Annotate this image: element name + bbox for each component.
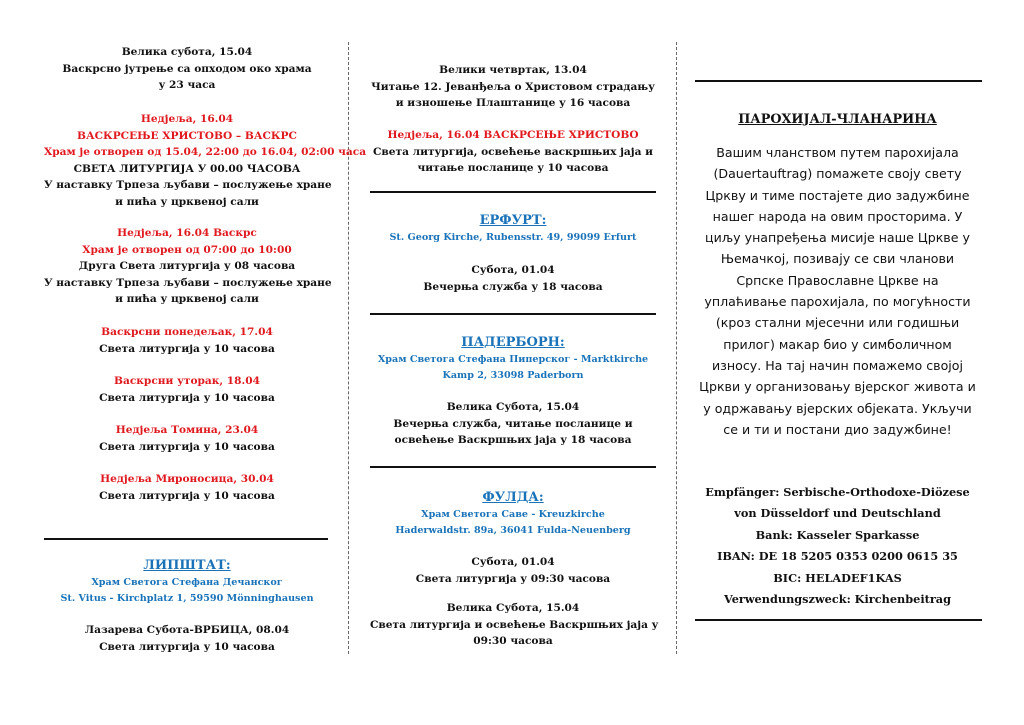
paragraph-line: циљу унапређења мисије наше Цркве у <box>705 230 970 246</box>
service-text: Света литургија у 10 часова <box>99 440 275 453</box>
church-address: St. Georg Kirche, Rubensstr. 49, 99099 Erfurt <box>389 232 637 243</box>
erfurt-section <box>370 212 656 295</box>
service-text: Васкрсно јутрење са опходом око храма <box>62 62 312 75</box>
fulda-section <box>370 489 659 650</box>
service-text: Света литургија у 09:30 часова <box>415 572 611 585</box>
service-text: Велика Субота, 15.04 <box>446 401 580 413</box>
holy-thursday-block <box>370 62 656 112</box>
bank-details <box>690 482 985 610</box>
bank-recipient-line2: von Düsseldorf und Deutschland <box>734 506 941 521</box>
easter-tuesday-block <box>44 373 330 406</box>
lippstadt-title: ЛИПШТАТ: <box>143 558 231 573</box>
paragraph-line: нашег народа на овим просторима. У <box>712 208 963 224</box>
rule-lippstadt <box>44 538 328 540</box>
membership-paragraph <box>690 142 985 440</box>
service-text: Света литургија у 10 часова <box>99 640 275 653</box>
service-text: Друга Света литургија у 08 часова <box>78 260 296 272</box>
service-text-red: Недјеља, 16.04 Васкрс <box>117 227 257 239</box>
service-text: и пића у црквеној сали <box>115 195 259 208</box>
church-address: Храм Светога Стефана Дечанског <box>91 577 283 588</box>
easter-second-liturgy-block <box>44 225 330 308</box>
rule-fulda <box>370 466 656 468</box>
service-text-red: Недјеља, 16.04 <box>140 113 234 125</box>
easter-monday-block <box>44 324 330 357</box>
membership-heading: ПАРОХИЈАЛ-ЧЛАНАРИНА <box>738 112 937 127</box>
service-text: Вечерња служба, читање посланице и <box>393 417 633 430</box>
bank-purpose: Verwendungszweck: Kirchenbeitrag <box>723 592 952 607</box>
service-text: Света литургија и освећење Васкршњих јаја у <box>370 618 659 631</box>
holy-saturday-block <box>44 44 330 94</box>
paragraph-line: Њемачкој, позивају се сви чланови <box>720 251 955 267</box>
service-text-red: Храм је отворен од 07:00 до 10:00 <box>82 243 292 256</box>
service-text: у 23 часа <box>158 79 216 91</box>
service-text: Света литургија у 10 часова <box>99 342 275 355</box>
column-divider-left <box>348 42 349 654</box>
paragraph-line: Цркви у организовању вјерског живота и <box>699 379 976 395</box>
paragraph-line: Вашим чланством путем парохијала <box>716 145 959 160</box>
paragraph-line: Српске Православне Цркве на <box>736 272 939 288</box>
service-text: Велика Субота, 15.04 <box>446 602 580 614</box>
service-text: Света литургија у 10 часова <box>99 489 275 502</box>
service-text: Субота, 01.04 <box>471 556 555 568</box>
church-address: St. Vitus - Kirchplatz 1, 59590 Mönninghausen <box>60 593 314 604</box>
column-divider-right <box>676 42 677 654</box>
service-text: Лазарева Субота-ВРБИЦА, 08.04 <box>84 624 290 636</box>
paderborn-section <box>370 334 656 449</box>
paragraph-line: Цркву и тиме постајете дио задужбине <box>705 187 970 203</box>
church-address: Храм Светога Стефана Пиперског - Marktkirche <box>377 354 649 365</box>
paragraph-line: (Dauertauftrag) помажете своју свету <box>713 166 962 182</box>
service-text: Велика субота, 15.04 <box>121 46 253 58</box>
erfurt-title: ЕРФУРТ: <box>479 213 547 228</box>
church-address: Haderwaldstr. 89a, 36041 Fulda-Neuenberg <box>395 525 631 536</box>
service-text: читање посланице у 10 часова <box>417 162 609 174</box>
service-text-red: Васкрсни уторак, 18.04 <box>114 375 260 387</box>
paderborn-title: ПАДЕРБОРН: <box>461 335 565 350</box>
service-text-red: ВАСКРСЕЊЕ ХРИСТОВО – ВАСКРС <box>77 129 297 142</box>
paragraph-line: у одржавању вјерских објеката. Укључи <box>703 400 972 416</box>
rule-membership-bottom <box>695 619 982 621</box>
membership-title <box>690 111 985 129</box>
service-text: Света литургија, освећење васкршњих јаја и <box>372 145 654 158</box>
church-address: Храм Светога Саве - Kreuzkirche <box>421 509 605 520</box>
paragraph-line: износу. На тај начин помажемо својој <box>712 357 963 373</box>
rule-paderborn <box>370 313 656 315</box>
lippstadt-section <box>44 557 330 655</box>
service-text: СВЕТА ЛИТУРГИЈА У 00.00 ЧАСОВА <box>73 162 301 175</box>
paragraph-line: се и ти и постани дио задужбине! <box>723 421 952 437</box>
service-text: Велики четвртак, 13.04 <box>439 64 587 76</box>
thomas-sunday-block <box>44 422 330 455</box>
bank-bic: BIC: HELADEF1KAS <box>773 570 902 585</box>
service-text: Вечерња служба у 18 часова <box>423 280 603 293</box>
service-text: Субота, 01.04 <box>471 264 555 276</box>
service-text-red: Недјеља Мироносица, 30.04 <box>100 473 274 485</box>
paragraph-line: уплаћивање парохијала, по могућности <box>704 294 971 310</box>
paragraph-line: (кроз стални мјесечни или годишњи <box>715 315 960 331</box>
church-address: Kamp 2, 33098 Paderborn <box>442 370 584 381</box>
service-text: У наставку Трпеза љубави – послужење хране <box>44 179 332 191</box>
easter-sunday-block <box>44 111 367 210</box>
service-text: и изношење Плаштанице у 16 часова <box>395 97 631 109</box>
service-text: У наставку Трпеза љубави – послужење хране <box>44 276 332 289</box>
service-text: освећење Васкршњих јаја у 18 часова <box>394 434 632 446</box>
service-text: Света литургија у 10 часова <box>99 391 275 404</box>
paragraph-line: прилог) макар био у симболичном <box>723 336 952 352</box>
service-text: и пића у црквеној сали <box>115 293 259 305</box>
bank-recipient: Empfänger: Serbische-Orthodoxe-Diözese <box>705 485 970 499</box>
service-text: Читање 12. Јеванђеља о Христовом страдању <box>371 80 655 93</box>
bank-name: Bank: Kasseler Sparkasse <box>755 527 920 542</box>
service-text-red: Недјеља Томина, 23.04 <box>115 424 259 436</box>
fulda-title: ФУЛДА: <box>482 490 544 505</box>
service-text-red: Васкрсни понедељак, 17.04 <box>101 326 273 338</box>
bank-iban: IBAN: DE 18 5205 0353 0200 0615 35 <box>717 549 958 564</box>
service-text-red: Храм је отворен од 15.04, 22:00 до 16.04, 02:00 часа <box>44 146 367 158</box>
rule-erfurt <box>370 191 656 193</box>
easter-sunday-block <box>370 127 656 177</box>
myrrhbearers-sunday-block <box>44 471 330 504</box>
rule-membership-top <box>695 80 982 82</box>
service-text-red: Недјеља, 16.04 ВАСКРСЕЊЕ ХРИСТОВО <box>387 129 639 141</box>
service-text: 09:30 часова <box>473 635 553 647</box>
